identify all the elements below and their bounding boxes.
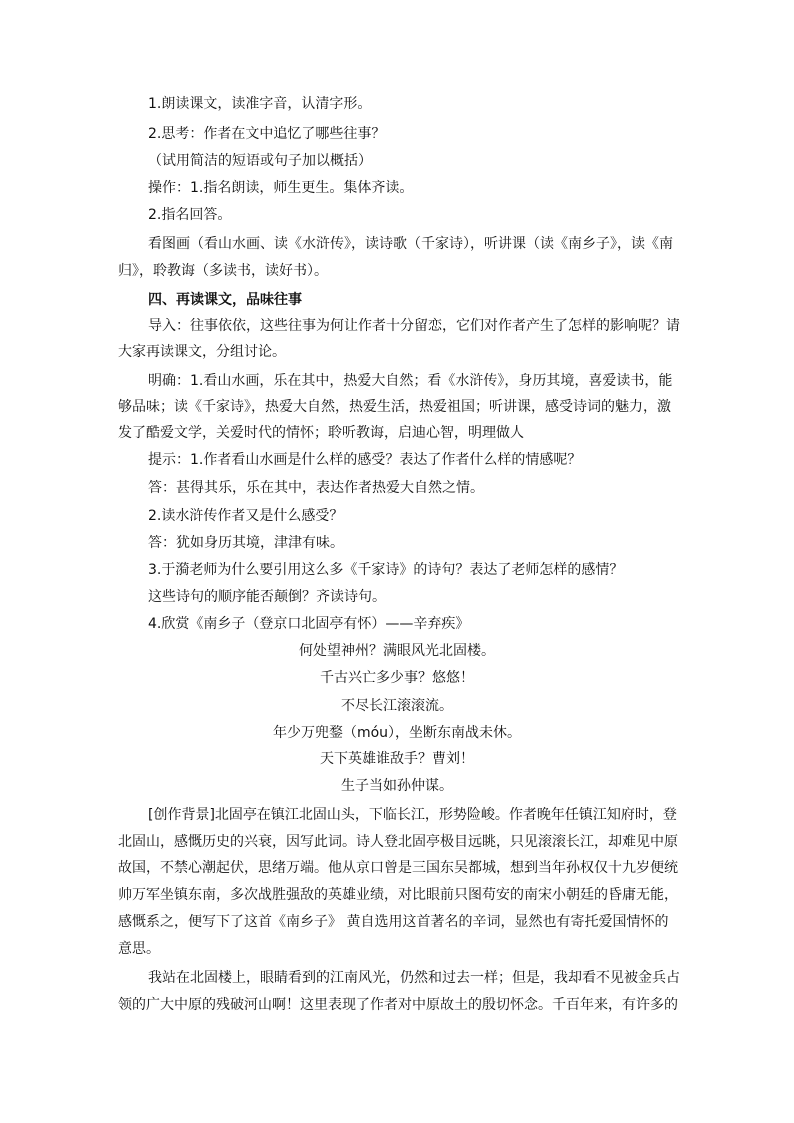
text-line: 意思。 — [118, 941, 160, 957]
poem-line: 天下英雄谁敌手？曹刘！ — [320, 751, 474, 767]
poem-line: 何处望神州？满眼风光北固楼。 — [299, 643, 495, 659]
text-line: 2.指名回答。 — [148, 207, 232, 223]
text-line: 答：甚得其乐，乐在其中，表达作者热爱大自然之情。 — [148, 480, 484, 496]
poem-line: 年少万兜鍪（móu），坐断东南战未休。 — [272, 725, 522, 741]
text-line: 发了酷爱文学，关爱时代的情怀；聆听教诲，启迪心智，明理做人 — [118, 425, 524, 441]
text-line: 1.朗读课文，读准字音，认清字形。 — [148, 96, 372, 112]
text-line: 帅万军坐镇东南，多次战胜强敌的英雄业绩，对比眼前只图苟安的南宋小朝廷的昏庸无能， — [118, 887, 678, 903]
text-line: 归》，聆教诲（多读书，读好书）。 — [118, 263, 328, 279]
text-line: 答：犹如身历其境，津津有味。 — [148, 535, 344, 551]
text-line: 操作：1.指名朗读，师生更生。集体齐读。 — [148, 180, 414, 196]
text-line: 大家再读课文，分组讨论。 — [118, 344, 286, 360]
poem-line: 生子当如孙仲谋。 — [341, 778, 453, 794]
text-line: （试用简洁的短语或句子加以概括） — [148, 153, 372, 169]
text-line: 4.欣赏《南乡子（登京口北固亭有怀）——辛弃疾》 — [148, 616, 470, 632]
text-line: 这些诗句的顺序能否颠倒？齐读诗句。 — [148, 589, 386, 605]
text-line: 看图画（看山水画、读《水浒传》，读诗歌（千家诗），听讲课（读《南乡子》，读《南 — [148, 236, 673, 252]
poem-line: 不尽长江滚滚流。 — [341, 698, 453, 714]
text-line: 2.读水浒传作者又是什么感受？ — [148, 508, 344, 524]
section-heading: 四、再读课文，品味往事 — [148, 292, 302, 308]
poem-line: 千古兴亡多少事？悠悠！ — [320, 670, 474, 686]
text-line: 导入：往事依依，这些往事为何让作者十分留恋，它们对作者产生了怎样的影响呢？请 — [148, 318, 680, 334]
text-line: 提示：1.作者看山水画是什么样的感受？表达了作者什么样的情感呢？ — [148, 452, 582, 468]
text-line: 北固山，感慨历史的兴衰，因写此词。诗人登北固亭极目远眺，只见滚滚长江，却难见中原 — [118, 834, 678, 850]
text-line: [创作背景]北固亭在镇江北固山头，下临长江，形势险峻。作者晚年任镇江知府时，登 — [148, 807, 677, 823]
text-line: 感慨系之，便写下了这首《南乡子》 黄自选用这首著名的辛词，显然也有寄托爱国情怀的 — [118, 914, 669, 930]
text-line: 我站在北固楼上，眼睛看到的江南风光，仍然和过去一样；但是，我却看不见被金兵占 — [148, 970, 680, 986]
text-line: 3.于漪老师为什么要引用这么多《千家诗》的诗句？表达了老师怎样的感情？ — [148, 562, 624, 578]
text-line: 领的广大中原的残破河山啊！这里表现了作者对中原故土的殷切怀念。千百年来，有许多的 — [118, 997, 678, 1013]
text-line: 够品味；读《千家诗》，热爱大自然，热爱生活，热爱祖国；听讲课，感受诗词的魅力，激 — [118, 399, 671, 415]
text-line: 2.思考：作者在文中追忆了哪些往事？ — [148, 126, 386, 142]
text-line: 故国，不禁心潮起伏，思绪万端。他从京口曾是三国东吴都城，想到当年孙权仅十九岁便统 — [118, 860, 678, 876]
text-line: 明确：1.看山水画，乐在其中，热爱大自然；看《水浒传》，身历其境，喜爱读书，能 — [148, 373, 673, 389]
